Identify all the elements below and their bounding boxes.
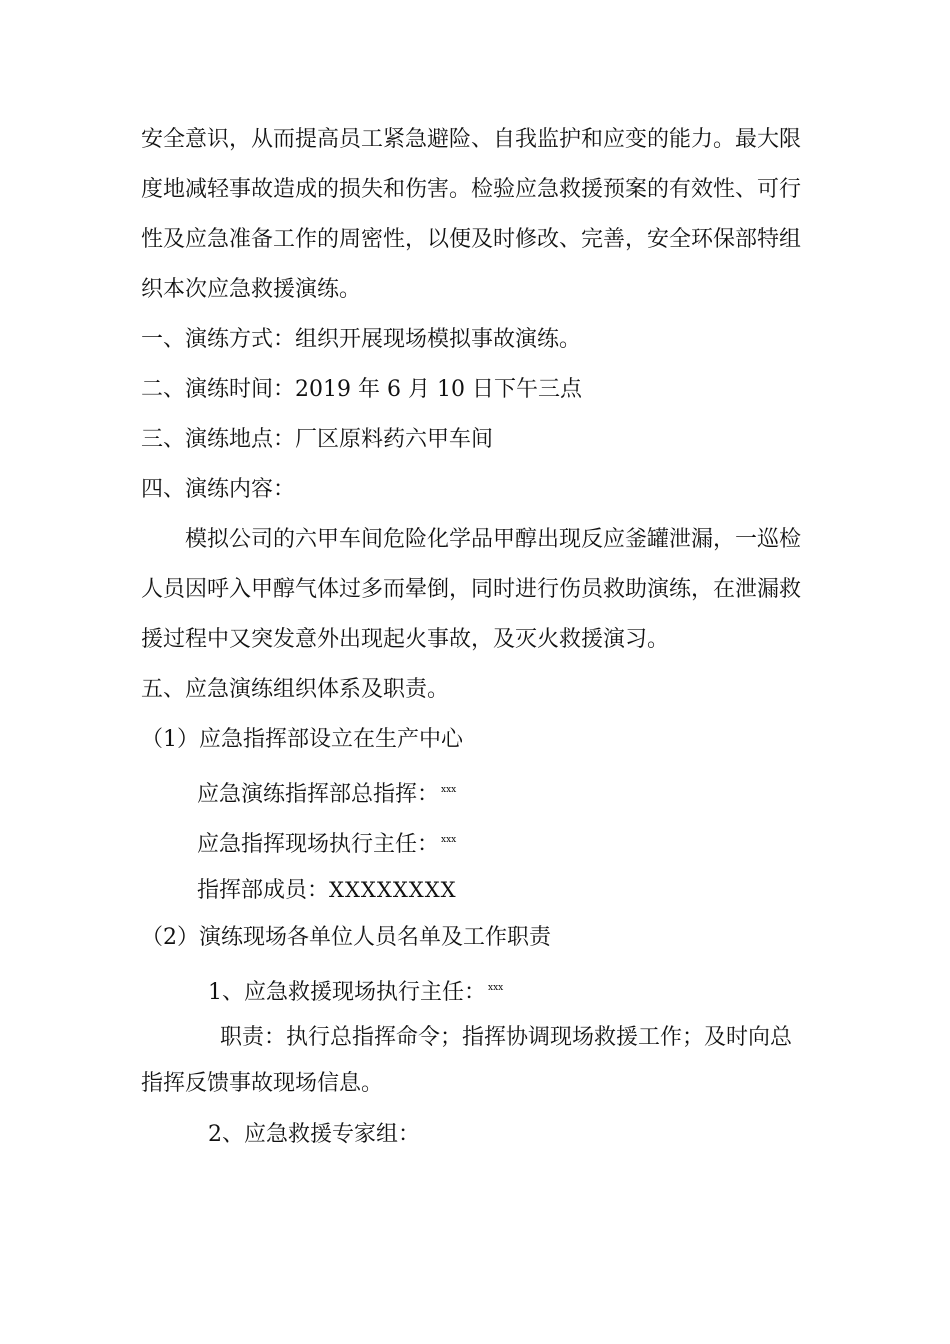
role2-line: 2、应急救援专家组： bbox=[208, 1122, 420, 1147]
duty-line-2: 指挥反馈事故现场信息。 bbox=[141, 1071, 384, 1096]
intro-line-4: 织本次应急救援演练。 bbox=[141, 277, 362, 302]
role1-line bbox=[208, 976, 503, 1005]
intro-line-1: 安全意识，从而提高员工紧急避险、自我监护和应变的能力。最大限 bbox=[141, 127, 802, 152]
subsection-personnel: （2）演练现场各单位人员名单及工作职责 bbox=[141, 925, 551, 950]
intro-line-2: 度地减轻事故造成的损失和伤害。检验应急救援预案的有效性、可行 bbox=[141, 177, 802, 202]
section-drill-content: 四、演练内容： bbox=[141, 477, 296, 502]
role1-label: 1、应急救援现场执行主任： bbox=[208, 980, 486, 1005]
section-organization: 五、应急演练组织体系及职责。 bbox=[141, 677, 450, 702]
section-drill-location: 三、演练地点：厂区原料药六甲车间 bbox=[141, 427, 494, 452]
content-line-1: 模拟公司的六甲车间危险化学品甲醇出现反应釜罐泄漏，一巡检 bbox=[185, 527, 802, 552]
executive-value: xxx bbox=[441, 835, 457, 845]
subsection-command-center: （1）应急指挥部设立在生产中心 bbox=[141, 727, 463, 752]
section-drill-method: 一、演练方式：组织开展现场模拟事故演练。 bbox=[141, 327, 582, 352]
content-line-3: 援过程中又突发意外出现起火事故，及灭火救援演习。 bbox=[141, 627, 670, 652]
intro-line-3: 性及应急准备工作的周密性，以便及时修改、完善，安全环保部特组 bbox=[141, 227, 802, 252]
members-value: XXXXXXXX bbox=[329, 878, 457, 902]
section-drill-time: 二、演练时间：2019 年 6 月 10 日下午三点 bbox=[141, 377, 582, 402]
content-line-2: 人员因呼入甲醇气体过多而晕倒，同时进行伤员救助演练，在泄漏救 bbox=[141, 577, 802, 602]
commander-label: 应急演练指挥部总指挥： bbox=[197, 782, 440, 807]
role1-value: xxx bbox=[488, 983, 504, 993]
executive-line bbox=[197, 828, 456, 857]
members-line bbox=[197, 878, 457, 903]
executive-label: 应急指挥现场执行主任： bbox=[197, 832, 440, 857]
members-label: 指挥部成员： bbox=[197, 878, 330, 903]
duty-line-1: 职责：执行总指挥命令；指挥协调现场救援工作；及时向总 bbox=[220, 1025, 793, 1050]
commander-value: xxx bbox=[441, 785, 457, 795]
commander-line bbox=[197, 778, 456, 807]
